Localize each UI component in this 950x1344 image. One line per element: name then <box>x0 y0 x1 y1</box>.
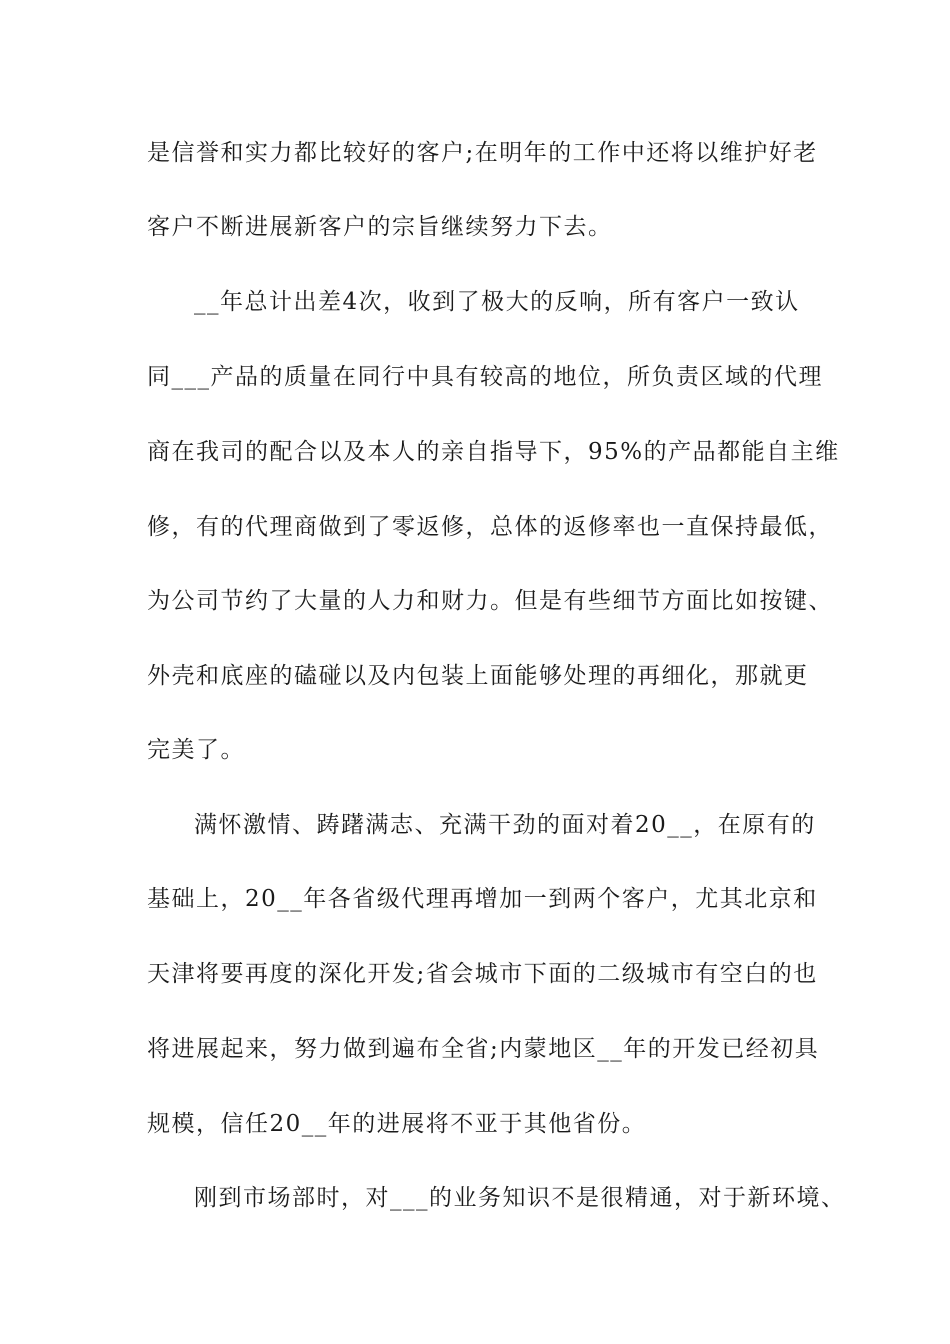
text-line: 满怀激情、踌躇满志、充满干劲的面对着20__，在原有的 <box>194 812 816 838</box>
text-line: 是信誉和实力都比较好的客户;在明年的工作中还将以维护好老 <box>147 140 818 166</box>
text-line: 客户不断进展新客户的宗旨继续努力下去。 <box>147 214 613 240</box>
text-line: 外壳和底座的磕碰以及内包装上面能够处理的再细化，那就更 <box>147 663 809 689</box>
text-line: 基础上，20__年各省级代理再增加一到两个客户，尤其北京和 <box>147 886 818 912</box>
text-line: 将进展起来，努力做到遍布全省;内蒙地区__年的开发已经初具 <box>147 1036 820 1062</box>
text-line: 同___产品的质量在同行中具有较高的地位，所负责区域的代理 <box>147 364 823 390</box>
text-line: 规模，信任20__年的进展将不亚于其他省份。 <box>147 1111 647 1137</box>
text-line: 刚到市场部时，对___的业务知识不是很精通，对于新环境、 <box>194 1185 846 1211</box>
text-line: 完美了。 <box>147 737 245 763</box>
text-line: __年总计出差4次，收到了极大的反响，所有客户一致认 <box>194 289 800 315</box>
text-line: 商在我司的配合以及本人的亲自指导下，95%的产品都能自主维 <box>147 439 840 465</box>
text-line: 修，有的代理商做到了零返修，总体的返修率也一直保持最低， <box>147 514 833 540</box>
text-line: 为公司节约了大量的人力和财力。但是有些细节方面比如按键、 <box>147 588 833 614</box>
text-line: 天津将要再度的深化开发;省会城市下面的二级城市有空白的也 <box>147 961 818 987</box>
